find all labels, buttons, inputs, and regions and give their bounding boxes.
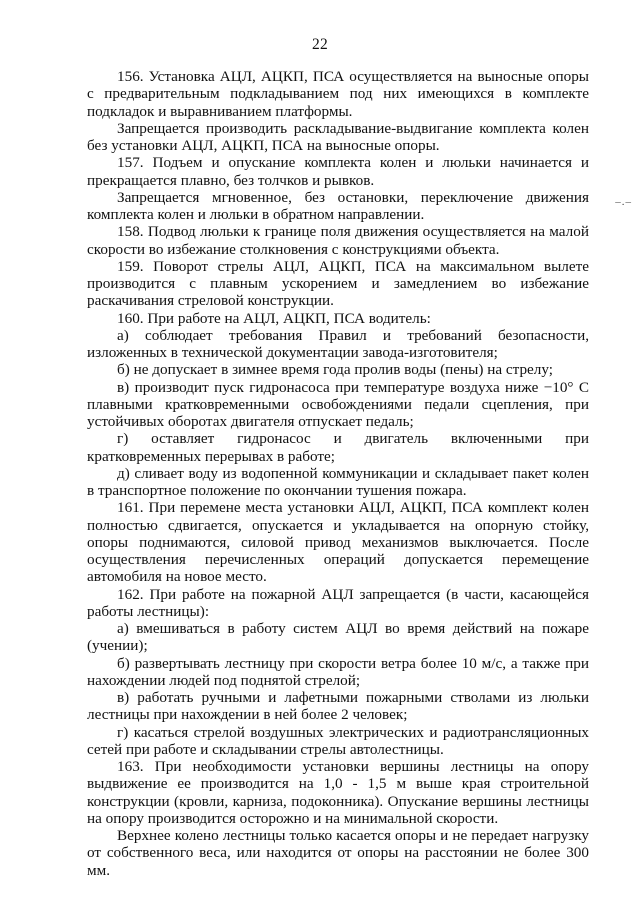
paragraph-162-b: б) развертывать лестницу при скорости ветра более 10 м/с, а также при нахождении людей под поднятой стрелой; (87, 654, 589, 689)
paragraph-161: 161. При перемене места установки АЦЛ, АЦКП, ПСА комплект колен полностью сдвигается, опускается и укладывается на опорную стойку, опоры поднимаются, силовой привод механизмов выключается. После осуществления перечисленных операций допускается перемещение автомобиля на новое место. (87, 499, 589, 586)
paragraph-157-prohibition: Запрещается мгновенное, без остановки, переключение движения комплекта колен и люльки в обратном направлении. (87, 188, 589, 223)
margin-mark: –.– (615, 196, 632, 208)
paragraph-156-prohibition: Запрещается производить раскладывание-выдвигание комплекта колен без установки АЦЛ, АЦКП, ПСА на выносные опоры. (87, 119, 589, 154)
paragraph-157: 157. Подъем и опускание комплекта колен и люльки начинается и прекращается плавно, без толчков и рывков. (87, 154, 589, 189)
paragraph-162: 162. При работе на пожарной АЦЛ запрещается (в части, касающейся работы лестницы): (87, 585, 589, 620)
page-number: 22 (311, 36, 329, 53)
paragraph-160-v: в) производит пуск гидронасоса при температуре воздуха ниже −10° С плавными кратковременными освобождениями педали сцепления, при устойчивых оборотах двигателя отпускает педаль; (87, 378, 589, 430)
document-body (87, 68, 589, 879)
paragraph-162-v: в) работать ручными и лафетными пожарными стволами из люльки лестницы при нахождении в ней более 2 человек; (87, 689, 589, 724)
paragraph-158: 158. Подвод люльки к границе поля движения осуществляется на малой скорости во избежание столкновения с конструкциями объекта. (87, 223, 589, 258)
paragraph-160-g: г) оставляет гидронасос и двигатель включенными при кратковременных перерывах в работе; (87, 430, 589, 465)
paragraph-162-a: а) вмешиваться в работу систем АЦЛ во время действий на пожаре (учении); (87, 620, 589, 655)
paragraph-159: 159. Поворот стрелы АЦЛ, АЦКП, ПСА на максимальном вылете производится с плавным ускорением и замедлением во избежание раскачивания стреловой конструкции. (87, 257, 589, 310)
paragraph-160-d: д) сливает воду из водопенной коммуникации и складывает пакет колен в транспортное положение по окончании тушения пожара. (87, 464, 589, 499)
paragraph-156: 156. Установка АЦЛ, АЦКП, ПСА осуществляется на выносные опоры с предварительным подкладыванием под них имеющихся в комплекте подкладок и выравниванием платформы. (87, 68, 589, 120)
paragraph-160-a: а) соблюдает требования Правил и требований безопасности, изложенных в технической документации завода-изготовителя; (87, 326, 589, 361)
paragraph-163-note: Верхнее колено лестницы только касается опоры и не передает нагрузку от собственного веса, или находится от опоры на расстоянии не более 300 мм. (87, 827, 589, 879)
paragraph-162-g: г) касаться стрелой воздушных электрических и радиотрансляционных сетей при работе и складывании стрелы автолестницы. (87, 723, 589, 758)
paragraph-160: 160. При работе на АЦЛ, АЦКП, ПСА водитель: (117, 309, 431, 327)
paragraph-163: 163. При необходимости установки вершины лестницы на опору выдвижение ее производится на 1,0 - 1,5 м выше края строительной конструкции (кровли, карниза, подоконника). Опускание вершины лестницы на опору производится осторожно и на минимальной скорости. (87, 758, 589, 827)
paragraph-160-b: б) не допускает в зимнее время года пролив воды (пены) на стрелу; (117, 361, 553, 379)
